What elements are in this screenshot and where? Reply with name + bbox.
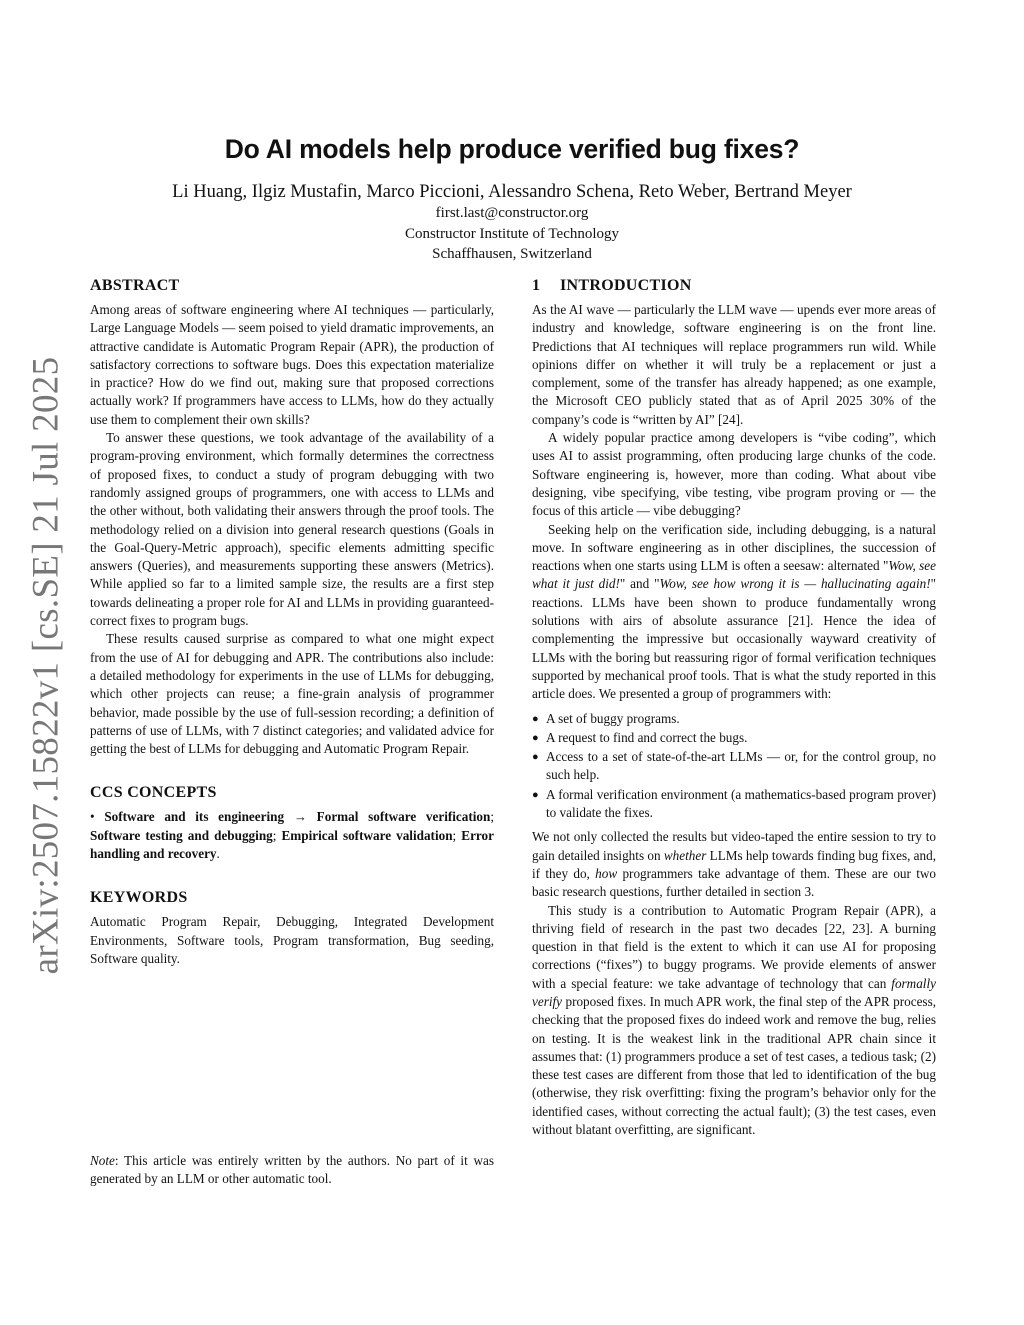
ccs-heading: CCS CONCEPTS xyxy=(90,784,217,802)
intro-quote-1: Wow, see what it just did! xyxy=(532,558,937,592)
right-column xyxy=(532,275,936,1139)
left-column xyxy=(90,275,494,968)
list-item: ● A set of buggy programs. xyxy=(532,710,936,728)
intro-paragraph-2: A widely popular practice among developers is “vibe coding”, which uses AI to assist programming, often producing large chunks of the code. Software engineering is, however, more than coding. What about vibe designing, vibe specifying, vibe testing, vibe program proving or — the focus of this article — vibe debugging? xyxy=(532,430,936,519)
ccs-concepts-section xyxy=(90,782,494,863)
intro-paragraph-1: As the AI wave — particularly the LLM wave — upends ever more areas of industry and knowledge, software engineering is on the front line. Predictions that AI techniques will replace programmers run wild. While opinions differ on whether it will truly be a replacement or just a complement, some of the transfer has already happened; as one example, the Microsoft CEO publicly stated that as of April 2025 30% of the company’s code is “written by AI” [24]. xyxy=(532,302,936,427)
intro-emph-whether: whether xyxy=(663,847,707,863)
ccs-concept-5: Error handling and recovery xyxy=(90,827,494,862)
intro-paragraph-3: Seeking help on the verification side, including debugging, is a natural move. In software engineering as in other disciplines, the succession of reactions when one starts using LLM is often a seesaw: alternated "Wow, see what it just did!" and "Wow, see how wrong it is — hallucinating again!" reactions. LLMs have been shown to produce fundamentally wrong solutions with airs of absolute assurance [21]. Hence the idea of complementing the impressive but occasionally wayward creativity of LLMs with the boring but reassuring rigor of formal verification techniques supported by mechanical proof tools. That is what the study reported in this article does. We presented a group of programmers with: xyxy=(532,521,937,702)
ccs-concept-4: Empirical software validation xyxy=(281,827,453,843)
ccs-concept-1: Software and its engineering xyxy=(104,809,285,825)
author-email: first.last@constructor.org xyxy=(435,205,589,221)
author-location: Schaffhausen, Switzerland xyxy=(432,246,592,262)
note-text: : This article was entirely written by the authors. No part of it was generated by an LLM or other automatic tool. xyxy=(90,1153,494,1187)
ccs-concept-2: Formal software verification xyxy=(316,809,491,825)
introduction-section xyxy=(532,275,936,1139)
note-label: Note xyxy=(90,1153,115,1168)
abstract-paragraph-1: Among areas of software engineering where AI techniques — particularly, Large Language Models — seem poised to yield dramatic improvements, an attractive candidate is Automatic Program Repair (APR), the production of satisfactory corrections to software bugs. Does this expectation materialize in practice? How do we find out, making sure that proposed corrections actually work? If programmers have access to LLMs, how do they actually use them to complement their own skills? xyxy=(90,302,494,427)
abstract-heading: ABSTRACT xyxy=(90,277,180,294)
intro-emph-how: how xyxy=(595,865,618,881)
abstract-paragraph-3: These results caused surprise as compared to what one might expect from the use of AI for debugging and APR. The contributions also include: a detailed methodology for experiments in the use of LLMs for debugging, which other projects can reuse; a fine-grain analysis of programmer behavior, made possible by the use of full-session recording; a definition of patterns of use of LLMs, with 7 distinct categories; and validated advice for getting the best of LLMs for debugging and Automatic Program Repair. xyxy=(90,631,494,757)
arxiv-stamp xyxy=(8,356,84,974)
keywords-heading: KEYWORDS xyxy=(90,889,188,907)
author-institution: Constructor Institute of Technology xyxy=(404,226,620,242)
ccs-arrow: → xyxy=(284,809,317,825)
intro-emph-formally-verify: formally verify xyxy=(532,975,936,1009)
arxiv-id: arXiv:2507.15822v1 [cs.SE] 21 Jul 2025 xyxy=(25,356,67,974)
ccs-bullet: • xyxy=(90,809,95,825)
keywords-section xyxy=(90,887,494,968)
abstract-section xyxy=(90,275,494,758)
authorship-note xyxy=(90,1152,494,1189)
intro-bullet-list xyxy=(532,710,936,823)
section-title: INTRODUCTION xyxy=(560,277,692,294)
intro-quote-2: Wow, see how wrong it is — hallucinating again! xyxy=(659,576,931,592)
abstract-paragraph-2: To answer these questions, we took advantage of the availability of a program-proving environment, which formally determines the correctness of proposed fixes, to conduct a study of program debugging with two randomly assigned groups of programmers, one with access to LLMs and the other without, both validating their answers through the proof tools. The methodology relied on a division into general research questions (Goals in the Goal-Query-Metric approach), specific elements admitting specific answers (Queries), and measurements supporting these answers (Metrics). While applied so far to a limited sample size, the results are a first step towards delineating a proper role for AI and LLMs in providing guaranteed-correct fixes to program bugs. xyxy=(90,430,494,629)
ccs-concept-3: Software testing and debugging xyxy=(90,827,273,843)
list-item: ● A request to find and correct the bugs. xyxy=(532,729,936,747)
keywords-text: Automatic Program Repair, Debugging, Integrated Development Environments, Software tools, Program transformation, Bug seeding, Software quality. xyxy=(90,914,494,966)
author-list: Li Huang, Ilgiz Mustafin, Marco Piccioni, Alessandro Schena, Reto Weber, Bertrand Meyer xyxy=(172,182,852,202)
introduction-heading xyxy=(532,275,936,297)
list-item: ● A formal verification environment (a mathematics-based program prover) to validate the fixes. xyxy=(532,786,936,823)
ccs-concepts-text: • Software and its engineering → Formal software verification; Software testing and debugging; Empirical software validation; Error handling and recovery. xyxy=(90,809,495,862)
intro-paragraph-5: This study is a contribution to Automatic Program Repair (APR), a thriving field of research in the past two decades [22, 23]. A burning question in that field is the extent to which it can use AI for proposing corrections (“fixes”) to buggy programs. We provide elements of answer with a special feature: we take advantage of technology that can formally verify proposed fixes. In much APR work, the final step of the APR process, checking that the proposed fixes do indeed work and remove the bug, relies on testing. It is the weakest link in the traditional APR chain since it assumes that: (1) programmers produce a set of test cases, a tedious task; (2) these test cases are different from those that led to identification of the bug (otherwise, they risk overfitting: fixing the program’s behavior only for the identified cases, without correcting the actual fault); (3) the test cases, even without blatant overfitting, are significant. xyxy=(532,902,936,1138)
list-item: ● Access to a set of state-of-the-art LLMs — or, for the control group, no such help. xyxy=(532,748,936,785)
paper-title: Do AI models help produce verified bug fixes? xyxy=(224,134,800,164)
intro-paragraph-4: We not only collected the results but video-taped the entire session to try to gain detailed insights on whether LLMs help towards finding bug fixes, and, if they do, how programmers take advantage of them. These are our two basic research questions, further detailed in section 3. xyxy=(532,829,937,900)
section-number: 1 xyxy=(532,277,541,294)
